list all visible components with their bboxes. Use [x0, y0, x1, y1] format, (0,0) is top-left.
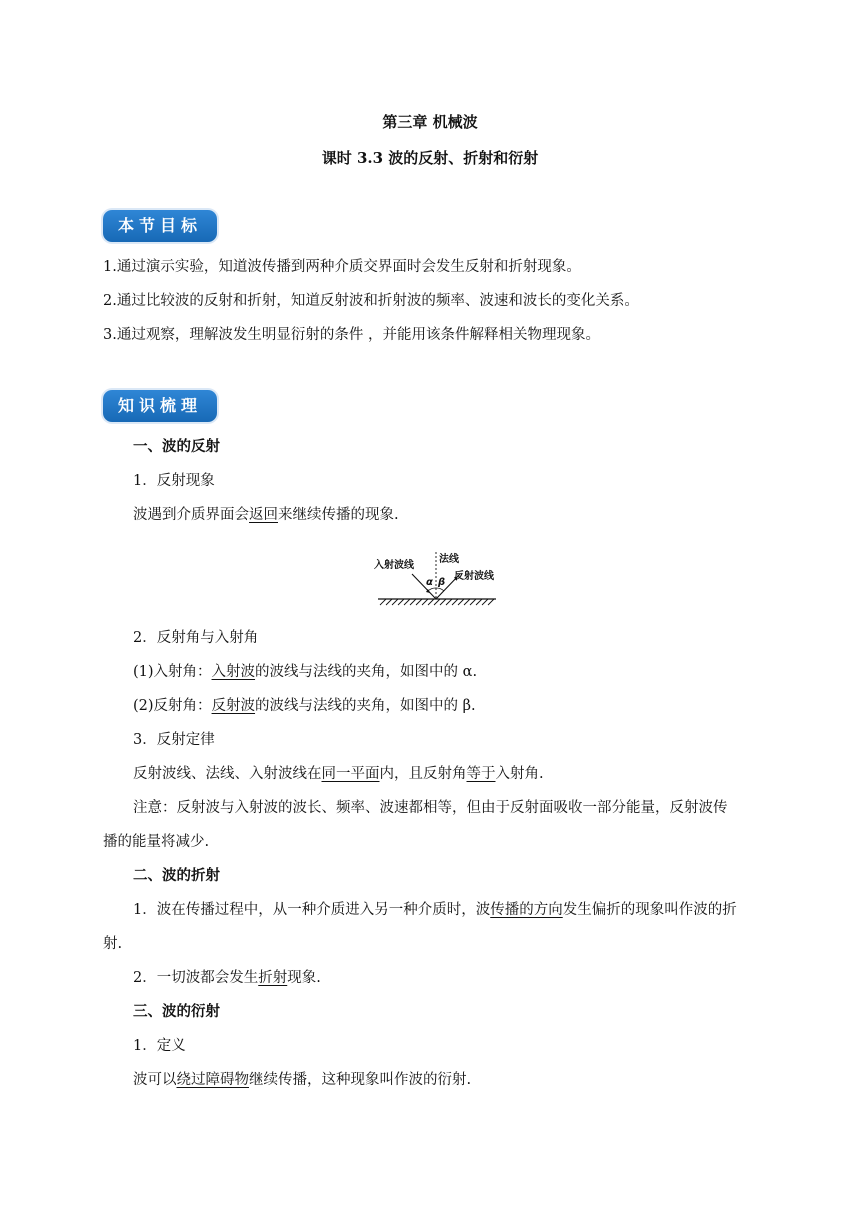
text-segment: 现象.: [287, 970, 321, 986]
section-badge-goals: 本节目标: [103, 210, 217, 242]
refraction-para-2: [133, 968, 321, 988]
underlined-term: 等于: [466, 766, 496, 782]
goal-item-2: 2.通过比较波的反射和折射，知道反射波和折射波的频率、波速和波长的变化关系。: [103, 293, 639, 309]
reflection-law: [133, 764, 544, 784]
angle-arc-beta: [436, 588, 444, 591]
lesson-title: 课时 3.3 波的反射、折射和衍射: [321, 149, 539, 167]
text-segment: 1．波在传播过程中，从一种介质进入另一种介质时，波: [133, 902, 491, 918]
text-segment: 波可以: [133, 1072, 177, 1088]
text-segment: (1)入射角：: [133, 664, 212, 680]
text-segment: 的波线与法线的夹角，如图中的 β.: [255, 698, 476, 714]
diffraction-definition: [133, 1070, 471, 1090]
chapter-title: 第三章 机械波: [382, 113, 478, 131]
surface-hatching: [380, 599, 494, 605]
text-segment: 波遇到介质界面会: [133, 507, 249, 523]
goal-item-3: 3.通过观察，理解波发生明显衍射的条件 ，并能用该条件解释相关物理现象。: [103, 327, 600, 343]
underlined-term: 绕过障碍物: [176, 1072, 249, 1088]
underlined-term: 返回: [249, 507, 278, 523]
alpha-label: α: [426, 577, 433, 588]
underlined-term: 同一平面: [321, 766, 380, 782]
text-segment: 来继续传播的现象.: [278, 507, 399, 523]
underlined-term: 入射波: [211, 664, 256, 680]
underlined-term: 折射: [258, 970, 288, 986]
reflection-angle-def: [133, 696, 476, 716]
underlined-term: 传播的方向: [490, 902, 563, 918]
text-segment: 入射角.: [495, 766, 544, 782]
incident-angle-def: [133, 662, 477, 682]
incident-label: 入射波线: [374, 560, 414, 571]
subheading-angles: 2．反射角与入射角: [133, 630, 259, 646]
heading-diffraction: 三、波的衍射: [133, 1003, 220, 1020]
text-segment: (2)反射角：: [133, 698, 212, 714]
subheading-reflection-law: 3．反射定律: [133, 732, 215, 748]
reflection-diagram: [372, 548, 502, 610]
refraction-para-1: [133, 900, 737, 920]
subheading-definition: 1．定义: [133, 1038, 186, 1054]
goal-item-1: 1.通过演示实验，知道波传播到两种介质交界面时会发生反射和折射现象。: [103, 259, 581, 275]
reflection-note-line-2: 播的能量将减少.: [103, 834, 210, 850]
normal-label: 法线: [439, 554, 459, 565]
subheading-reflection-phenomenon: 1．反射现象: [133, 473, 215, 489]
underlined-term: 反射波: [211, 698, 256, 714]
beta-label: β: [438, 577, 446, 588]
angle-arc-alpha: [428, 588, 436, 591]
text-segment: 2．一切波都会发生: [133, 970, 259, 986]
reflection-note-line-1: 注意：反射波与入射波的波长、频率、波速都相等，但由于反射面吸收一部分能量，反射波传: [133, 800, 728, 816]
text-segment: 继续传播，这种现象叫作波的衍射.: [249, 1072, 472, 1088]
heading-reflection: 一、波的反射: [133, 438, 220, 455]
section-badge-knowledge: 知识梳理: [103, 390, 217, 422]
text-segment: 反射波线、法线、入射波线在: [133, 766, 322, 782]
text-segment: 发生偏折的现象叫作波的折: [562, 902, 737, 918]
heading-refraction: 二、波的折射: [133, 867, 220, 884]
reflection-definition: [133, 505, 399, 525]
text-segment: 的波线与法线的夹角，如图中的 α.: [255, 664, 478, 680]
reflected-label: 反射波线: [454, 571, 494, 582]
refraction-para-1-line-2: 射.: [103, 936, 123, 952]
text-segment: 内，且反射角: [379, 766, 467, 782]
